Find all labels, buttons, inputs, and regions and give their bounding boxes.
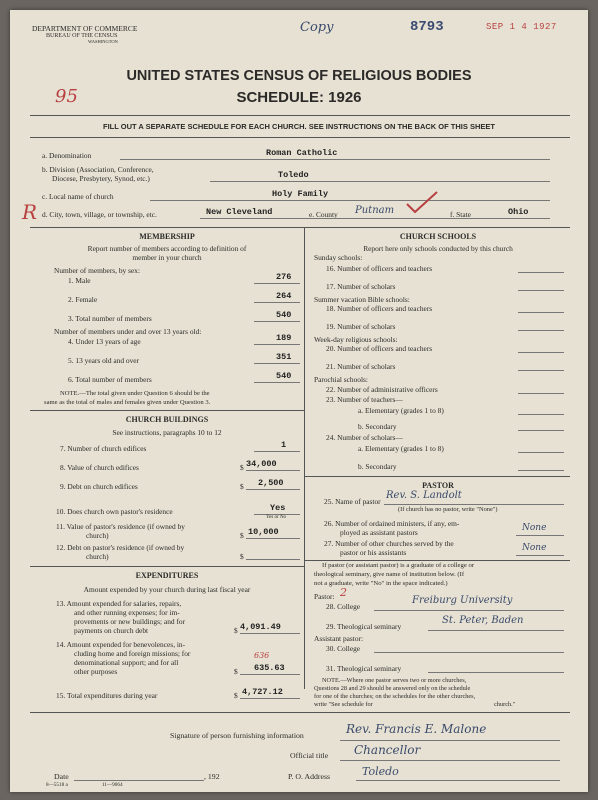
schedule-number: 8793 (410, 19, 444, 35)
schools-title: CHURCH SCHOOLS (399, 232, 477, 241)
pastor-note-5: church." (494, 701, 516, 708)
official-title-label: Official title (290, 751, 329, 760)
pastor-note-4: write "See schedule for (314, 701, 373, 708)
q7-label: 7. Number of church edifices (60, 444, 147, 453)
q5-label: 5. 13 years old and over (68, 356, 140, 365)
q14-dollar: $ (234, 667, 238, 676)
q29-label: 29. Theological seminary (326, 622, 402, 631)
q25-hint: (If church has no pastor, write "None") (398, 506, 498, 513)
q20-label: 20. Number of officers and teachers (326, 344, 433, 353)
q31-label: 31. Theological seminary (326, 664, 402, 673)
pastor-title: PASTOR (422, 481, 454, 490)
department-label: DEPARTMENT OF COMMERCE (32, 24, 138, 33)
q15-value: 4,727.12 (242, 687, 283, 697)
q16-label: 16. Number of officers and teachers (326, 264, 433, 273)
expenditures-title: EXPENDITURES (135, 571, 199, 580)
q13-line-4: payments on church debt (74, 626, 149, 635)
signature-label: Signature of person furnishing information (170, 731, 304, 740)
date-stamp: SEP 1 4 1927 (486, 22, 557, 32)
sunday-schools-label: Sunday schools: (314, 253, 363, 262)
q12-label: 12. Debt on pastor's residence (if owned by (56, 543, 185, 552)
q13-value: 4,091.49 (240, 622, 281, 632)
graduate-note-2: theological seminary, give name of institution below. (If (314, 571, 465, 578)
q27-value: None (522, 543, 547, 553)
q15-dollar: $ (234, 691, 238, 700)
q24-label: 24. Number of scholars— (326, 433, 403, 442)
pastor-mark: 2 (340, 586, 347, 599)
check-mark-icon (405, 190, 439, 216)
form-subtitle: SCHEDULE: 1926 (236, 89, 362, 106)
q14-line-1: 14. Amount expended for benevolences, in- (56, 640, 186, 649)
membership-note-2: same as the total of males and females given under Question 3. (44, 399, 211, 406)
signature-value: Rev. Francis E. Malone (346, 722, 487, 736)
q3-label: 3. Total number of members (68, 314, 152, 323)
county-label: e. County (309, 210, 338, 219)
census-schedule-sheet (10, 10, 588, 792)
q26-line-1: 26. Number of ordained ministers, if any, em- (324, 519, 460, 528)
q23-label: 23. Number of teachers— (326, 395, 403, 404)
page-mark: 95 (55, 86, 78, 107)
q25-value: Rev. S. Landolt (386, 490, 462, 501)
weekday-schools-label: Week-day religious schools: (314, 335, 398, 344)
q17-label: 17. Number of scholars (326, 282, 396, 291)
q10-label: 10. Does church own pastor's residence (56, 507, 173, 516)
assistant-pastor-subheading: Assistant pastor: (314, 634, 364, 643)
q1-value: 276 (276, 272, 292, 282)
q11-label-2: church) (86, 531, 109, 540)
q2-label: 2. Female (68, 295, 98, 304)
q29-value: St. Peter, Baden (442, 615, 524, 626)
q7-value: 1 (281, 440, 287, 450)
q14-correction: 636 (254, 651, 270, 660)
pastor-note-2: Questions 28 and 29 should be answered only on the schedule (314, 685, 471, 692)
q6-label: 6. Total number of members (68, 375, 152, 384)
city-town-value: New Cleveland (206, 207, 273, 217)
q9-dollar: $ (240, 482, 244, 491)
q11-dollar: $ (240, 531, 244, 540)
q26-value: None (522, 523, 547, 533)
membership-intro-2: member in your church (132, 253, 202, 262)
city-town-label: d. City, town, village, or township, etc. (42, 210, 157, 219)
membership-note-1: NOTE.—The total given under Question 6 should be the (60, 390, 210, 397)
parochial-schools-label: Parochial schools: (314, 375, 368, 384)
q14-line-4: other purposes (74, 667, 118, 676)
po-address-value: Toledo (362, 765, 399, 778)
instruction-banner: FILL OUT A SEPARATE SCHEDULE FOR EACH CHURCH. SEE INSTRUCTIONS ON THE BACK OF THIS SHEET (103, 122, 495, 131)
q23a-label: a. Elementary (grades 1 to 8) (358, 406, 444, 415)
buildings-title: CHURCH BUILDINGS (125, 415, 209, 424)
q15-label: 15. Total expenditures during year (56, 691, 158, 700)
q8-label: 8. Value of church edifices (60, 463, 139, 472)
bureau-label: BUREAU OF THE CENSUS (46, 33, 118, 39)
state-value: Ohio (508, 207, 529, 217)
members-by-sex-label: Number of members, by sex: (54, 266, 140, 275)
q24b-label: b. Secondary (358, 462, 397, 471)
q8-dollar: $ (240, 463, 244, 472)
q25-label: 25. Name of pastor (324, 497, 381, 506)
denomination-value: Roman Catholic (266, 148, 338, 158)
q4-label: 4. Under 13 years of age (68, 337, 141, 346)
expenditures-intro: Amount expended by your church during last fiscal year (83, 585, 251, 594)
q6-value: 540 (276, 371, 292, 381)
q13-dollar: $ (234, 626, 238, 635)
q22-label: 22. Number of administrative officers (326, 385, 438, 394)
q10-value: Yes (270, 503, 286, 513)
q14-line-3: denominational support; and for all (74, 658, 179, 667)
q28-value: Freiburg University (412, 595, 513, 606)
r-mark: R (22, 200, 38, 224)
q27-line-2: pastor or his assistants (340, 548, 407, 557)
pastor-subheading: Pastor: (314, 592, 335, 601)
date-label: Date (54, 772, 69, 781)
official-title-value: Chancellor (354, 743, 421, 757)
division-label: b. Division (Association, Conference, (42, 165, 154, 174)
q3-value: 540 (276, 310, 292, 320)
q28-label: 28. College (326, 602, 361, 611)
q24a-label: a. Elementary (grades 1 to 8) (358, 444, 444, 453)
q13-line-2: and other running expenses; for im- (74, 608, 180, 617)
membership-intro-1: Report number of members according to definition of (87, 244, 247, 253)
form-title: UNITED STATES CENSUS OF RELIGIOUS BODIES (126, 68, 472, 84)
q11-label: 11. Value of pastor's residence (if owned by (56, 522, 185, 531)
q26-line-2: ployed as assistant pastors (340, 528, 418, 537)
q2-value: 264 (276, 291, 292, 301)
division-value: Toledo (278, 170, 309, 180)
q4-value: 189 (276, 333, 292, 343)
pastor-note-3: for one of the churches; on the schedules for the other churches, (314, 693, 476, 700)
q12-label-2: church) (86, 552, 109, 561)
date-year: , 192 (204, 772, 220, 781)
q10-hint: Yes or No (266, 515, 287, 520)
q21-label: 21. Number of scholars (326, 362, 396, 371)
membership-title: MEMBERSHIP (139, 232, 195, 241)
city-label: WASHINGTON (88, 39, 118, 44)
church-name-value: Holy Family (272, 189, 329, 199)
denomination-label: a. Denomination (42, 151, 92, 160)
q14-value: 635.63 (254, 663, 285, 673)
q9-value: 2,500 (258, 478, 284, 488)
copy-mark: Copy (300, 20, 334, 35)
members-by-age-label: Number of members under and over 13 years old: (54, 327, 202, 336)
q27-line-1: 27. Number of other churches served by the (324, 539, 454, 548)
pastor-note-1: NOTE.—Where one pastor serves two or more churches, (322, 677, 467, 684)
summer-schools-label: Summer vacation Bible schools: (314, 295, 410, 304)
q14-line-2: cluding home and foreign missions; for (74, 649, 191, 658)
county-value: Putnam (355, 205, 395, 216)
q18-label: 18. Number of officers and teachers (326, 304, 433, 313)
q9-label: 9. Debt on church edifices (60, 482, 138, 491)
schools-intro: Report here only schools conducted by this church (363, 244, 513, 253)
church-name-label: c. Local name of church (42, 192, 114, 201)
form-number-2: 11—9064 (102, 782, 123, 788)
q12-dollar: $ (240, 552, 244, 561)
buildings-intro: See instructions, paragraphs 10 to 12 (112, 428, 222, 437)
q8-value: 34,000 (246, 459, 277, 469)
q19-label: 19. Number of scholars (326, 322, 396, 331)
q1-label: 1. Male (68, 276, 91, 285)
form-number-1: 8—5518 a (46, 782, 68, 788)
state-label: f. State (450, 210, 471, 219)
q30-label: 30. College (326, 644, 361, 653)
q13-line-1: 13. Amount expended for salaries, repairs, (56, 599, 182, 608)
q11-value: 10,000 (248, 527, 279, 537)
q13-line-3: provements or new buildings; and for (74, 617, 186, 626)
division-label-2: Diocese, Presbytery, Synod, etc.) (52, 174, 150, 183)
q23b-label: b. Secondary (358, 422, 397, 431)
graduate-note-1: If pastor (or assistant pastor) is a graduate of a college or (322, 562, 475, 569)
q5-value: 351 (276, 352, 292, 362)
po-address-label: P. O. Address (288, 772, 331, 781)
graduate-note-3: not a graduate, write "No" in the space indicated.) (314, 580, 448, 587)
